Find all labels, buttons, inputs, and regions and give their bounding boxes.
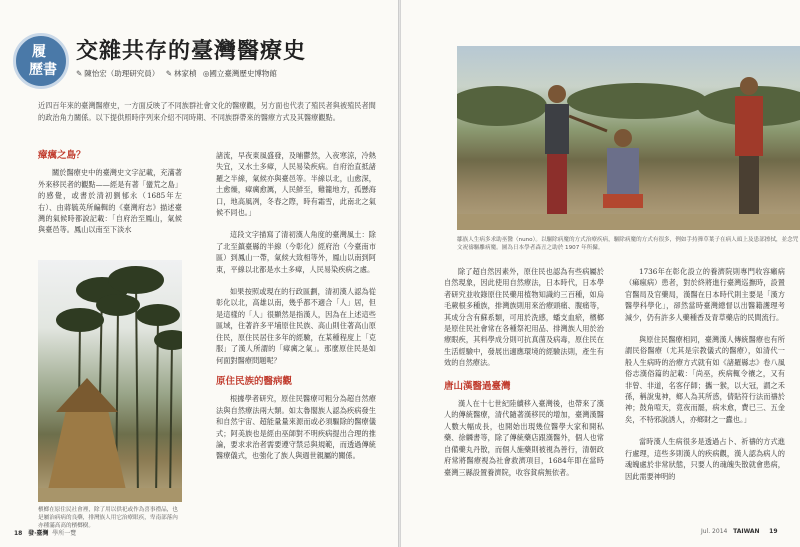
paragraph: 1736年在彰化設立的養濟院則專門收容癩病（痲瘋病）患者，對於終將進行臺灣巡撫時，設置官醫局及官藥局，漢醫在日本時代則主要是「漢方醫學科學化」，卻然當時臺灣總督以出醫籍護理考減少，仍有許多人藥種香及青草藥店的民間流行。 — [625, 267, 785, 322]
paragraph: 漢人在十七世紀陸續移入臺灣後，也帶來了漢人的傳統醫療，清代隨著漢移民的增加，臺灣漢醫人數大幅成長，也開始出現幾位醫學大家和開私藥、徐麟書等，除了傳統藥店跟漢醫外，個人也常自備藥丸丹散，而個人施藥則被視為善行，清朝政府常將醫療視為社會救濟項目，1684年即在當時臺灣三縣設置養濟院，收容貧病無依者。 — [444, 399, 604, 477]
photo-caption-left: 檳榔在原住民社會裡，除了用以供祀或作為喜事禮品，也是屬治病病的良藥，排灣族人用它治療眼疾，卑南部落內亦種滿高高的檳榔樹。 — [38, 507, 178, 529]
betel-palm-illustration — [38, 260, 182, 502]
paragraph: 如果按照或現在的行政區劃，清初漢人認為從彰化以北，高雄以南，幾乎都不適合「人」居，但是這樣的「人」很顯然是指漢人，因為在上述這些區域，住著許多平埔原住民族、高山則住著高山原住民，原住民居住多年的經驗，在某種程度上「克服」了漢人所謂的「瘴癘之氣」。那麼原住民是如何面對醫療問題呢？ — [216, 287, 376, 365]
intro-paragraph: 近四百年來的臺灣醫療史，一方面反映了不同族群社會文化的醫療觀，另方面也代表了殖民者與被殖民者間的政治角力關係。以下提供照時序列來介紹不同時期、不同族群帶來的醫療方式及其醫療觀點。 — [38, 101, 376, 122]
paragraph: 關於醫療史中的臺灣史文字記載，充滿著外來移民者的觀點——經是有著「蠻荒之島」的感覺，或書於清初劉郁永（1685年左右）、由蔣毓英所編輯的《臺灣府志》描述臺灣的氣候時都說記載：「自府治至鳳山，氣候與臺邑等。鳳山以南至下淡水 — [38, 168, 182, 235]
right-column-2 — [625, 266, 785, 482]
issue-date: Jul. 2014 — [701, 528, 728, 535]
left-page — [0, 0, 398, 547]
right-footer — [701, 528, 778, 535]
section-heading: 唐山漢醫過臺灣 — [444, 380, 511, 392]
pen-icon: ✎ — [76, 69, 83, 78]
column-badge — [13, 33, 69, 89]
paragraph: 當時漢人生病很多是透過占卜、祈禱的方式進行處理，這些多則漢人的疾病觀，漢人認為病人的魂魄處於非常狀態，只要人的魂魄失散就會患病，因此需要神明的 — [625, 437, 785, 481]
paragraph: 除了超自然因素外，原住民也認為有些病屬於自然現象，因此使用自然療法，日本時代，日本學者研究並收錄原住民藥用植物知識約三百種，如烏毛蕨根多種族，排灣族則用來治療頭痛、腹痛等，其成分含有蘇系類，可用於洗感，蟠支血瘀，檳榔是原住民社會常在各種祭祀用品、排灣族人用於治療眼疾，其料學成分則可抗真菌及病毒，原住民在生活經驗中，發展出適應環境的經驗法則，產生有效的自然療法。 — [444, 267, 604, 368]
institution: ◎國立臺灣歷史博物館 — [202, 69, 277, 78]
left-footer — [14, 528, 76, 537]
right-page — [401, 0, 800, 547]
page-number-left: 18 — [14, 530, 23, 537]
pen-icon: ✎ — [165, 69, 172, 78]
magazine-brand-right: TAIWAN — [733, 528, 760, 535]
photo-caption-right: 鄒族人生病多求助巫醫（nuno）。以驅除病魔的方式治療疾病，驅除病魔的方式有很多，例如手持籜草葉子在病人頭上及患部擦拭，並念咒文祝禱驅離病魔。圖為日本學者森丑之助於 1907 年所攝。 — [457, 237, 799, 251]
healing-scene-illustration — [457, 46, 800, 230]
betel-palm-photo — [38, 260, 182, 502]
paragraph: 根據學者研究，原住民醫療可粗分為超自然療法與自然療法兩大類。如太魯閣族人認為疾病發生和自然宇宙、超能量量來源而或必須驅除的醫療儀式；阿美族也是經由巫師對不明疾病提出合理的推論，要求求治者需要遵守禁忌與規範，而透過傳統醫療儀式，也強化了族人與週世親屬的關係。 — [216, 394, 376, 461]
section-heading: 瘴癘之島？ — [38, 150, 86, 161]
badge-line2: 歷書 — [29, 62, 57, 78]
left-column-1 — [38, 150, 182, 236]
paragraph: 與原住民醫療相同，臺灣漢人傳統醫療也有所謂民俗醫療（尤其是宗教儀式的醫療），如清代一般人生病時的治療方式就有如《諸羅縣志》卷八風俗志漢俗篇的記載：「尚巫，疾病輒令禳之，又有非曾、非道，名客仔師；攜一猴，以大冠，謂之禾孫，稱說鬼神，鄉人為其所惑，倩貼符行法而禱於神；鼓角喧天，竟夜而罷，病未愈，費已三、五金矣，不特邪說誘人，亦鄉財之一蠹也。」 — [625, 335, 785, 424]
tsou-healing-photo — [457, 46, 800, 230]
section-heading: 原住民族的醫病觀 — [216, 375, 293, 387]
author-2: 林家楨 — [173, 69, 197, 78]
section-name: 學所一覽 — [52, 530, 77, 537]
author-line — [76, 68, 281, 79]
article-title: 交雜共存的臺灣醫療史 — [76, 39, 307, 64]
right-column-1 — [444, 266, 604, 478]
left-column-2 — [216, 150, 376, 462]
page-number-right: 19 — [769, 528, 778, 535]
paragraph: 這段文字描寫了清初漢人角度的臺灣風土：除了北至鎮臺縣的半線（今彰化）經府治（今臺南市區）到鳳山一帶，氣候大致相等外，鳳山以南到阿東，平線以北都是水土多瘴，人民易染疾病之處。 — [216, 230, 376, 274]
author-1: 陳怡宏（助理研究員） — [84, 69, 160, 78]
paragraph: 諸流，早夜東風盛發，及晡鬱然，入夜寒涼，冷熱失宜，又水土多瘴，人民易染疾病。自府治直抵諸羅之半線，氣候亦與臺邑等。半線以北，山愈深，土愈燥，瘴癘愈厲，人民鮮至，雞籠地方，孤懸海口，地高風冽，冬春之際，時有霜雪，此南北之氣候不同也。」 — [216, 151, 376, 218]
magazine-brand: 發·臺灣 — [28, 530, 49, 537]
badge-line1: 履 — [32, 44, 46, 60]
